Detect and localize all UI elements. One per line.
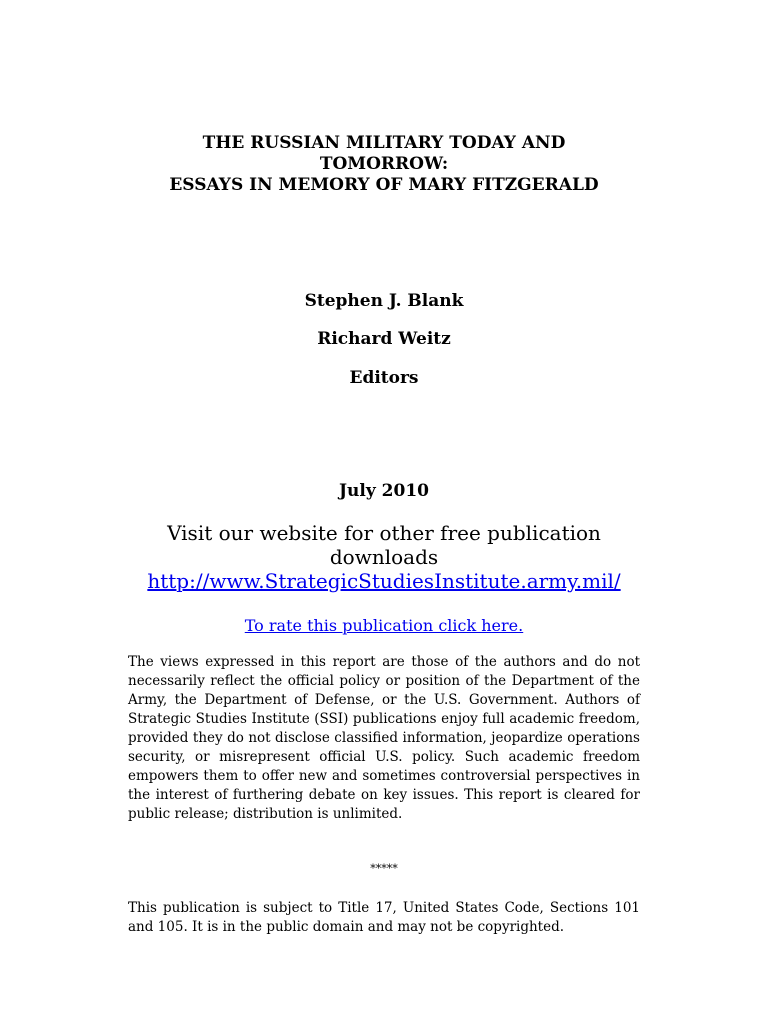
publication-date: July 2010 [339,481,429,501]
editor-name-2: Richard Weitz [317,329,451,349]
editor-name-1: Stephen J. Blank [304,291,464,311]
copyright-paragraph: This publication is subject to Title 17, United States Code, Sections 101 and 105. It is in the public domain and may not be copyrighted. [128,900,640,935]
website-link[interactable]: http://www.StrategicStudiesInstitute.army.mil/ [147,569,621,593]
document-title [0,133,768,196]
rate-publication-link[interactable]: To rate this publication click here. [244,616,524,635]
title-line-3: ESSAYS IN MEMORY OF MARY FITZGERALD [169,175,599,195]
title-line-2: TOMORROW: [319,154,449,174]
section-separator: ***** [370,862,398,875]
website-text-line-1: Visit our website for other free publication [167,521,601,545]
editors-label: Editors [349,368,419,388]
rate-publication-block [0,616,768,635]
disclaimer-paragraph: The views expressed in this report are those of the authors and do not necessarily reflect the official policy or position of the Department of the Army, the Department of Defense, or the U.S. Government. Authors of Strategic Studies Institute (SSI) publications enjoy full academic freedom, provided they do not disclose classified information, jeopardize operations security, or misrepresent official U.S. policy. Such academic freedom empowers them to offer new and sometimes controversial perspectives in the interest of furthering debate on key issues. This report is cleared for public release; distribution is unlimited. [128,654,640,822]
website-notice [0,521,768,593]
title-line-1: THE RUSSIAN MILITARY TODAY AND [202,133,566,153]
website-text-line-2: downloads [329,545,439,569]
